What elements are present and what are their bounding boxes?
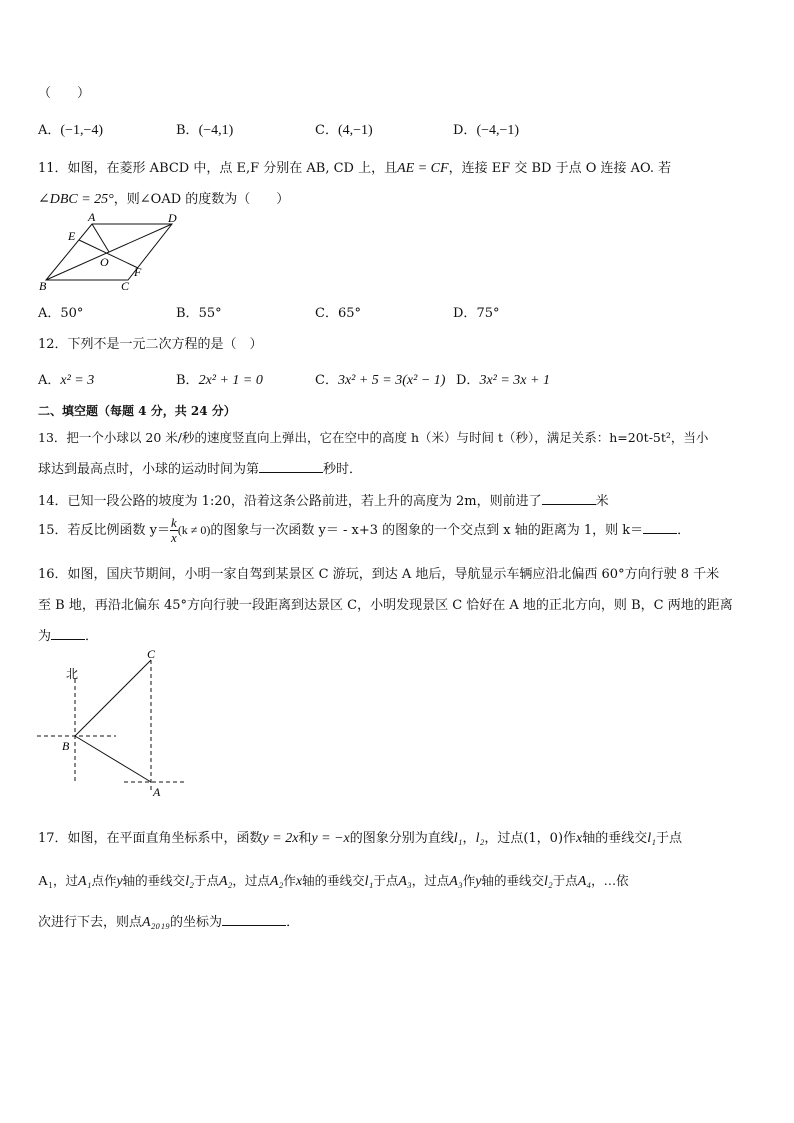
option-value: 3x² = 3x + 1	[479, 373, 550, 388]
fraction-k-over-x	[170, 516, 178, 545]
q17-math: l₂	[475, 831, 485, 846]
q15-text: 15．若反比例函数 y＝	[38, 523, 171, 538]
q17-math: x	[295, 874, 303, 889]
fraction-denominator: x	[171, 530, 177, 545]
q10-paren: （ ）	[38, 86, 91, 101]
q17-math: A₁	[78, 874, 92, 889]
answer-blank[interactable]	[259, 460, 323, 473]
q13-text: 球达到最高点时，小球的运动时间为第	[38, 462, 260, 477]
q17-text: 于点	[193, 873, 219, 888]
q10-option-c	[315, 119, 373, 139]
option-label: A．	[38, 373, 61, 388]
option-label: D．	[456, 373, 480, 388]
q17-math: A₃	[398, 874, 412, 889]
answer-blank[interactable]	[222, 913, 286, 926]
label-f: F	[134, 265, 142, 279]
option-label: B．	[176, 373, 199, 388]
q11-option-a	[38, 302, 83, 321]
option-value: (−4,−1)	[476, 123, 520, 138]
option-value: 65°	[337, 306, 361, 321]
q17-text: 点作	[91, 873, 117, 888]
label-a: A	[88, 210, 96, 224]
q17-line2	[38, 871, 629, 890]
q17-text: ，…依	[591, 873, 629, 888]
q17-math: A₂	[269, 874, 284, 889]
q17-text: 作	[283, 873, 296, 888]
q17-math: x	[576, 831, 583, 846]
q11-line2	[38, 188, 289, 208]
q16-line3	[38, 625, 98, 644]
q11-line1	[38, 157, 671, 177]
q17-text: 的图象分别为直线	[349, 831, 454, 846]
q17-text: ，过点	[232, 873, 270, 888]
q17-math: y	[475, 874, 482, 889]
label-c: C	[121, 279, 130, 293]
option-value: (−4,1)	[198, 123, 234, 138]
q11-option-c	[315, 302, 361, 321]
option-value: 50°	[60, 306, 84, 321]
q15-text: ．	[677, 523, 691, 538]
option-label: C．	[315, 123, 338, 138]
q11-rhombus-figure	[36, 210, 186, 294]
label-b: B	[39, 279, 47, 293]
q17-math: y	[116, 874, 123, 889]
q12-stem: 12．下列不是一元二次方程的是（ ）	[38, 337, 263, 352]
q16-text: 为	[38, 629, 52, 644]
option-label: B．	[176, 123, 199, 138]
label-o: O	[100, 255, 109, 269]
option-label: B．	[176, 306, 199, 321]
q17-math: A₁	[38, 874, 53, 889]
q17-text: ，过点(1，0)作	[484, 831, 577, 846]
fraction-numerator: k	[171, 515, 177, 530]
q13-text: 秒时．	[323, 462, 363, 477]
q17-math: l₂	[543, 874, 553, 889]
q17-text: 作	[462, 873, 476, 888]
q17-text: 次进行下去，则点	[38, 915, 143, 930]
q17-text: 轴的垂线交	[122, 873, 186, 888]
q17-math: A₂₀₁₉	[142, 915, 171, 930]
q17-text: 17．如图，在平面直角坐标系中，函数	[38, 831, 263, 846]
q16-direction-figure	[34, 644, 194, 804]
q11-math: ∠DBC = 25°	[38, 192, 114, 207]
section-heading: 二、填空题（每题 4 分，共 24 分）	[38, 404, 236, 418]
option-value: 75°	[476, 306, 500, 321]
q17-math: A₃	[449, 874, 463, 889]
q13-line2	[38, 458, 362, 477]
q17-text: 轴的垂线交	[582, 831, 648, 846]
q10-option-b	[176, 119, 233, 139]
option-label: D．	[453, 123, 477, 138]
q17-math: l₁	[364, 874, 374, 889]
option-label: A．	[38, 123, 61, 138]
q15-text: 的图象与一次函数 y＝ - x+3 的图象的一个交点到 x 轴的距离为 1，则 k＝	[210, 523, 644, 538]
q17-text: 于点	[373, 873, 399, 888]
label-e: E	[68, 229, 76, 243]
q12-option-b	[176, 369, 263, 389]
option-label: D．	[453, 306, 477, 321]
q17-math: A₂	[218, 874, 233, 889]
q17-text: 和	[298, 831, 312, 846]
q17-line1	[38, 827, 682, 847]
q11-text: ，则∠OAD 的度数为（ ）	[113, 192, 290, 207]
segment-bc	[75, 660, 151, 736]
label-c: C	[147, 647, 156, 661]
q17-math: l₁	[647, 831, 657, 846]
q16-line2: 至 B 地，再沿北偏东 45°方向行驶一段距离到达景区 C，小明发现景区 C 恰好在 A 地的正北方向，则 B，C 两地的距离	[38, 598, 733, 613]
answer-blank[interactable]	[542, 492, 596, 505]
label-d: D	[168, 211, 177, 225]
q17-text: 的坐标为	[170, 915, 223, 930]
q12-option-d	[456, 369, 550, 389]
option-value: x² = 3	[60, 373, 95, 388]
q17-math: l₂	[185, 874, 194, 889]
q12-option-a	[38, 369, 94, 389]
option-value: 3x² + 5 = 3(x² − 1)	[337, 373, 446, 388]
q17-text: 于点	[552, 873, 578, 888]
label-a: A	[153, 785, 161, 799]
option-value: 2x² + 1 = 0	[198, 373, 263, 388]
q14-text: 米	[595, 494, 609, 509]
q11-option-d	[453, 302, 499, 321]
label-b: B	[62, 739, 70, 753]
q17-text: 于点	[656, 831, 683, 846]
label-north: 北	[66, 667, 79, 681]
q17-text: ，过点	[411, 873, 450, 888]
option-label: C．	[315, 306, 338, 321]
q17-math: y = −x	[311, 831, 350, 846]
q17-math: y = 2x	[262, 831, 299, 846]
q17-math: A₄	[577, 874, 592, 889]
q16-line1: 16．如图，国庆节期间，小明一家自驾到某景区 C 游玩，到达 A 地后，导航显示车辆应沿北偏西 60°方向行驶 8 千米	[38, 567, 720, 582]
q10-option-d	[453, 119, 519, 139]
q12-option-c	[315, 369, 445, 389]
q17-math: l₁	[453, 831, 463, 846]
q17-text: ．	[286, 915, 300, 930]
answer-blank[interactable]	[643, 521, 677, 534]
q17-text: ，过	[53, 873, 79, 888]
answer-blank[interactable]	[51, 627, 85, 640]
q17-text: ，	[462, 831, 476, 846]
q11-option-b	[176, 302, 222, 321]
q14-text: 14．已知一段公路的坡度为 1:20，沿着这条公路前进，若上升的高度为 2m，则前进了	[38, 494, 542, 509]
option-value: (4,−1)	[337, 123, 373, 138]
q15-line	[38, 516, 690, 545]
q13-line1: 13．把一个小球以 20 米/秒的速度竖直向上弹出，它在空中的高度 h（米）与时间 t（秒），满足关系：h=20t-5t²，当小	[38, 430, 709, 445]
option-label: C．	[315, 373, 338, 388]
q17-text: 轴的垂线交	[481, 873, 544, 888]
option-label: A．	[38, 306, 61, 321]
option-value: 55°	[198, 306, 222, 321]
q11-text: ，连接 EF 交 BD 于点 O 连接 AO. 若	[448, 161, 672, 176]
q10-option-a	[38, 119, 103, 139]
q17-line3	[38, 911, 299, 931]
q17-text: 轴的垂线交	[302, 873, 365, 888]
segment-ba	[75, 736, 151, 782]
q14-line	[38, 490, 609, 509]
q16-text: ．	[85, 629, 99, 644]
q11-math: AE = CF	[397, 161, 449, 176]
q15-condition: (k ≠ 0)	[177, 523, 211, 537]
option-value: (−1,−4)	[60, 123, 104, 138]
q11-text: 11．如图，在菱形 ABCD 中，点 E,F 分别在 AB, CD 上，且	[38, 161, 398, 176]
